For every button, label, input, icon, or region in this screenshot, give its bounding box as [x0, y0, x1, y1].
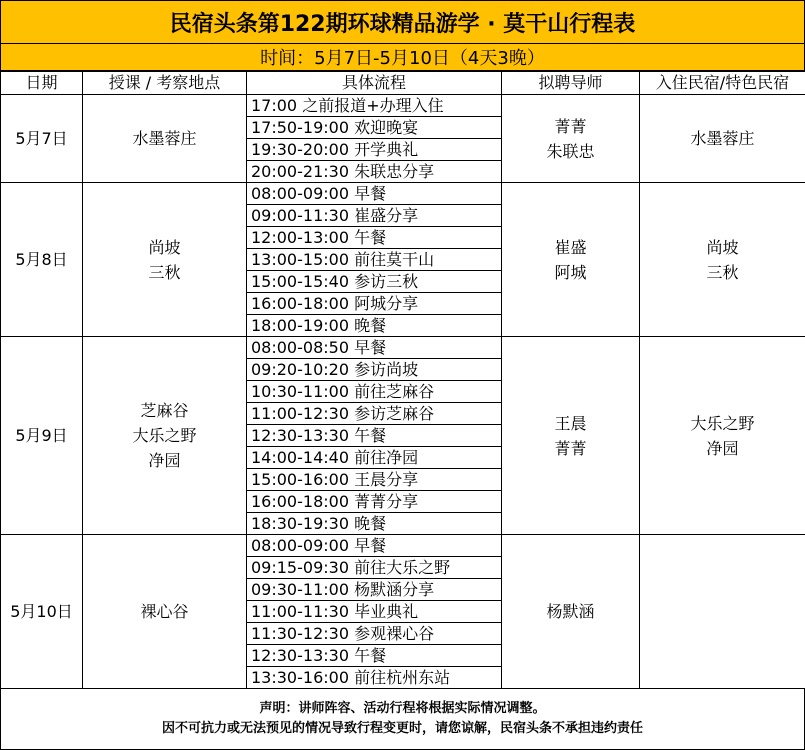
schedule-item: 11:00-11:30 毕业典礼: [247, 601, 502, 623]
mentor-name: 王晨: [554, 413, 587, 433]
disclaimer-line-1: 声明：讲师阵容、活动行程将根据实际情况调整。: [259, 700, 546, 716]
day-mentors: [502, 337, 640, 535]
schedule-item: 19:30-20:00 开学典礼: [247, 139, 502, 161]
stay-name: 大乐之野: [690, 413, 755, 433]
header-mentor: 拟聘导师: [502, 72, 640, 95]
day-locations: [83, 337, 247, 535]
day-date: 5月8日: [1, 183, 83, 337]
day-date: 5月10日: [1, 535, 83, 689]
table-row: [1, 535, 805, 557]
schedule-item: 13:30-16:00 前往杭州东站: [247, 667, 502, 689]
mentor-name: 朱联忠: [546, 141, 595, 161]
day-locations: [83, 183, 247, 337]
location-name: 水墨蓉庄: [132, 129, 197, 148]
schedule-item: 16:00-18:00 阿城分享: [247, 293, 502, 315]
schedule-item: 10:30-11:00 前往芝麻谷: [247, 381, 502, 403]
schedule-item: 11:30-12:30 参观裸心谷: [247, 623, 502, 645]
location-name: 尚坡: [148, 237, 181, 257]
schedule-item: 08:00-09:00 早餐: [247, 183, 502, 205]
schedule-item: 12:30-13:30 午餐: [247, 645, 502, 667]
schedule-item: 09:00-11:30 崔盛分享: [247, 205, 502, 227]
schedule-item: 14:00-14:40 前往净园: [247, 447, 502, 469]
day-stays: [640, 95, 805, 183]
schedule-table: [0, 71, 805, 689]
mentor-name: 崔盛: [554, 237, 587, 257]
schedule-body: [1, 95, 805, 689]
day-mentors: [502, 95, 640, 183]
location-name: 净园: [148, 451, 181, 470]
location-name: 大乐之野: [132, 426, 197, 445]
schedule-item: 09:30-11:00 杨默涵分享: [247, 579, 502, 601]
table-row: [1, 183, 805, 205]
schedule-item: 15:00-15:40 参访三秋: [247, 271, 502, 293]
mentor-name: 菁菁: [554, 438, 587, 458]
schedule-item: 15:00-16:00 王晨分享: [247, 469, 502, 491]
schedule-item: 17:50-19:00 欢迎晚宴: [247, 117, 502, 139]
day-date: 5月7日: [1, 95, 83, 183]
day-stays: [640, 337, 805, 535]
location-name: 三秋: [148, 262, 181, 282]
header-stay: 入住民宿/特色民宿: [640, 72, 805, 95]
day-mentors: [502, 183, 640, 337]
mentor-name: 菁菁: [554, 116, 587, 136]
day-stays: [640, 183, 805, 337]
schedule-item: 18:00-19:00 晚餐: [247, 315, 502, 337]
schedule-item: 18:30-19:30 晚餐: [247, 513, 502, 535]
stay-name: 净园: [706, 438, 739, 458]
mentor-name: 杨默涵: [546, 602, 595, 621]
day-locations: [83, 95, 247, 183]
header-date: 日期: [1, 72, 83, 95]
schedule-item: 20:00-21:30 朱联忠分享: [247, 161, 502, 183]
stay-name: 三秋: [706, 262, 739, 282]
schedule-item: 17:00 之前报道+办理入住: [247, 95, 502, 117]
schedule-item: 13:00-15:00 前往莫干山: [247, 249, 502, 271]
disclaimer: [0, 688, 805, 750]
schedule-item: 12:30-13:30 午餐: [247, 425, 502, 447]
stay-name: 尚坡: [706, 237, 739, 257]
stay-name: 水墨蓉庄: [690, 129, 755, 148]
location-name: 芝麻谷: [140, 401, 189, 420]
schedule-item: 08:00-09:00 早餐: [247, 535, 502, 557]
day-date: 5月9日: [1, 337, 83, 535]
disclaimer-line-2: 因不可抗力或无法预见的情况导致行程变更时，请您谅解，民宿头条不承担违约责任: [161, 720, 643, 736]
table-header-row: [1, 72, 805, 95]
table-row: [1, 95, 805, 117]
location-name: 裸心谷: [140, 602, 189, 621]
day-mentors: [502, 535, 640, 689]
day-locations: [83, 535, 247, 689]
date-range: 时间：5月7日-5月10日（4天3晚）: [0, 44, 805, 71]
mentor-name: 阿城: [554, 262, 587, 282]
schedule-item: 12:00-13:00 午餐: [247, 227, 502, 249]
day-stays: [640, 535, 805, 689]
header-flow: 具体流程: [247, 72, 502, 95]
schedule-item: 11:00-12:30 参访芝麻谷: [247, 403, 502, 425]
table-row: [1, 337, 805, 359]
schedule-item: 09:20-10:20 参访尚坡: [247, 359, 502, 381]
header-location: 授课 / 考察地点: [83, 72, 247, 95]
schedule-item: 08:00-08:50 早餐: [247, 337, 502, 359]
page-title: 民宿头条第122期环球精品游学 · 莫干山行程表: [0, 0, 805, 44]
schedule-item: 09:15-09:30 前往大乐之野: [247, 557, 502, 579]
schedule-item: 16:00-18:00 菁菁分享: [247, 491, 502, 513]
